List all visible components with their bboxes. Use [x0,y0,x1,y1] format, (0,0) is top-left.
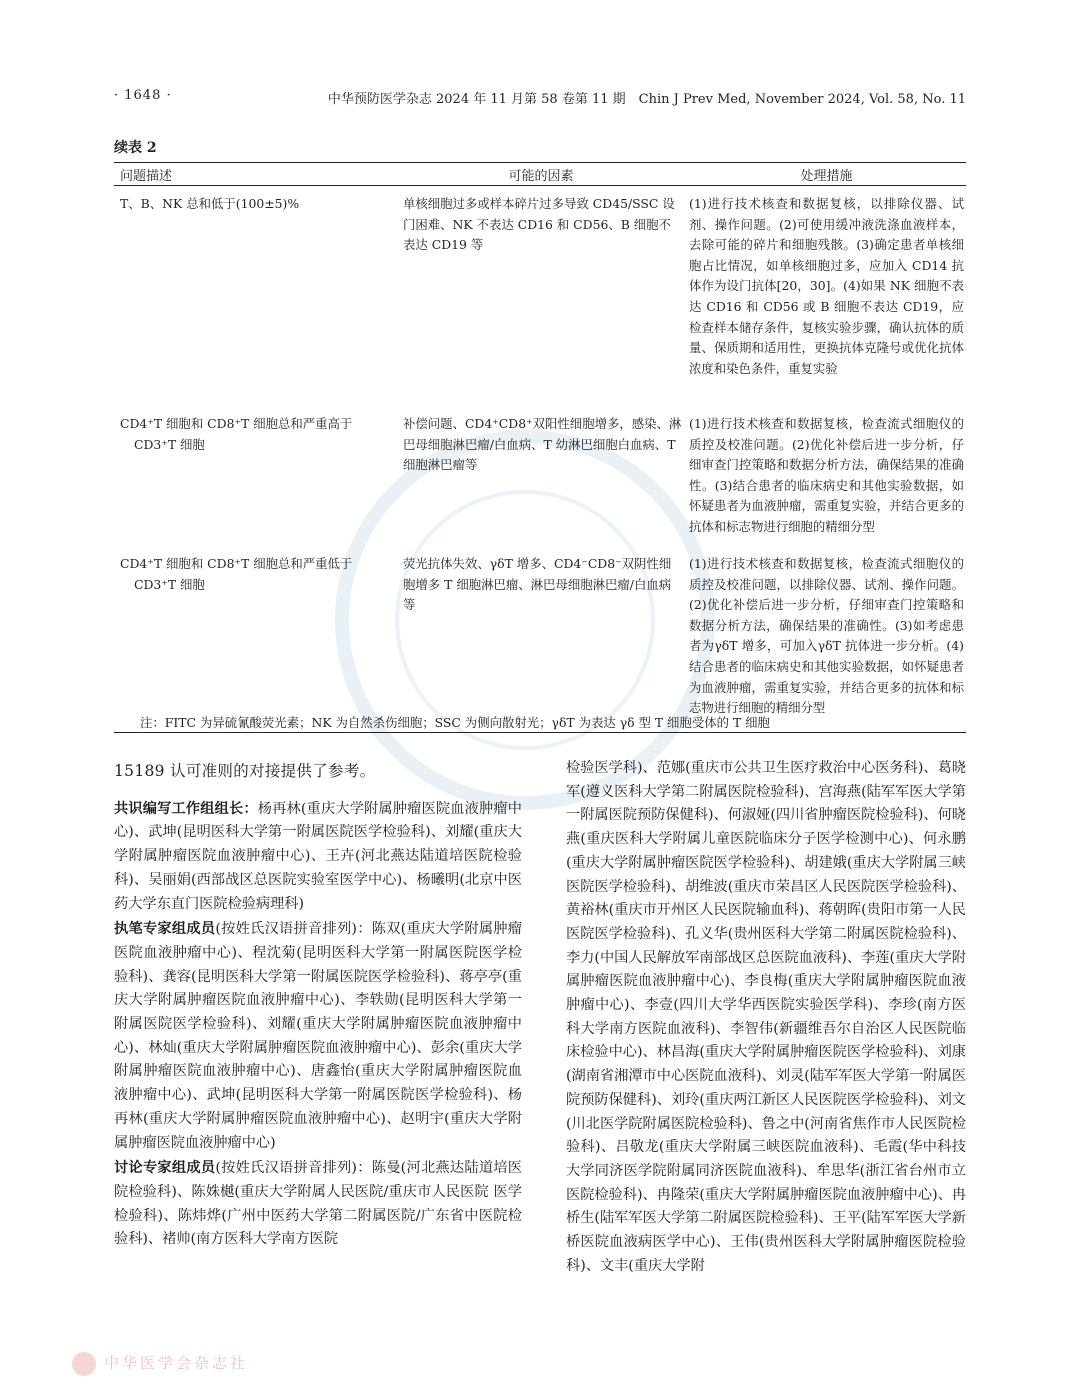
author-group [114,918,522,1155]
table-bottom-rule [114,732,966,733]
problem-text-cont: CD3⁺T 细胞 [134,576,205,592]
column-header-problem: 问题描述 [120,168,173,184]
table-footnote: 注：FITC 为异硫氰酸荧光素；NK 为自然杀伤细胞；SSC 为侧向散射光；γδT 为表达 γδ 型 T 细胞受体的 T 细胞 [140,715,770,730]
group-label: 共识编写工作组组长： [114,800,258,817]
publisher-watermark: 中华医学会杂志社 [104,1354,249,1372]
author-group [114,798,522,917]
column-header-measures: 处理措施 [800,168,853,184]
group-label: 执笔专家组成员 [114,921,216,938]
group-members: (按姓氏汉语拼音排列)：陈曼(河北燕达陆道培医院检验科)、陈姝樾(重庆大学附属人民医院/重庆市人民医院 医学检验科)、陈炜烨(广州中医药大学第二附属医院/广东省中医院检验科)、褚帅(南方医科大学南方医院 [114,1160,522,1248]
running-header [114,88,966,110]
table-row [114,414,966,554]
page-number: · 1648 · [114,88,172,103]
problem-text: CD4⁺T 细胞和 CD8⁺T 细胞总和严重高于 [120,416,353,431]
cell-problem [114,554,399,732]
table-header-row [114,163,966,185]
group-label: 讨论专家组成员 [114,1160,216,1177]
left-text-column [114,760,522,1254]
problem-text: CD4⁺T 细胞和 CD8⁺T 细胞总和严重低于 [120,556,353,571]
cell-factors: 补偿问题、CD4⁺CD8⁺双阳性细胞增多，感染、淋巴母细胞淋巴瘤/白血病、T 幼淋巴细胞白血病、T 细胞淋巴瘤等 [403,416,682,473]
table-row [114,554,966,732]
cell-factors: 荧光抗体失效、γδT 增多、CD4⁻CD8⁻双阴性细胞增多 T 细胞淋巴瘤、淋巴母细胞淋巴瘤/白血病等 [403,556,672,613]
cell-measures: (1)进行技术核查和数据复核，以排除仪器、试剂、操作问题。(2)可使用缓冲液洗涤血液样本，去除可能的碎片和细胞残骸。(3)确定患者单核细胞占比情况，如单核细胞过多，应加入 CD14 抗体作为设门抗体[20，30]。(4)如果 NK 细胞不表达 CD16 和 CD56 或 B 细胞不表达 CD19，应检查样本储存条件，复核实验步骤，确认抗体的质量、保质期和适用性，更换抗体克隆号或优化抗体浓度和染色条件，重复实验 [689,196,964,376]
group-members: 杨再林(重庆大学附属肿瘤医院血液肿瘤中心)、武坤(昆明医科大学第一附属医院医学检验科)、刘耀(重庆大学附属肿瘤医院血液肿瘤中心)、王卉(河北燕达陆道培医院检验科)、吴丽娟(西部战区总医院实验室医学中心)、杨曦明(北京中医药大学东直门医院检验病理科) [114,800,522,912]
cell-measures: (1)进行技术核查和数据复核，检查流式细胞仪的质控及校准问题，以排除仪器、试剂、操作问题。(2)优化补偿后进一步分析，仔细审查门控策略和数据分析方法，确保结果的准确性。(3)如考虑患者为γδT 增多，可加入γδT 抗体进一步分析。(4)结合患者的临床病史和其他实验数据，如怀疑患者为血液肿瘤，需重复实验，并结合更多的抗体和标志物进行细胞的精细分型 [689,556,964,716]
problem-text-cont: CD3⁺T 细胞 [134,436,205,452]
results-table [114,162,966,733]
publisher-logo-icon [72,1352,96,1376]
cell-problem [114,194,399,414]
table-row [114,186,966,414]
journal-citation: 中华预防医学杂志 2024 年 11 月第 58 卷第 11 期 Chin J Prev Med, November 2024, Vol. 58, No. 11 [327,92,966,107]
lead-sentence: 15189 认可准则的对接提供了参考。 [114,762,376,780]
right-text-column: 检验医学科)、范娜(重庆市公共卫生医疗救治中心医务科)、葛晓军(遵义医科大学第二附属医院检验科)、宫海燕(陆军军医大学第一附属医院预防保健科)、何淑娅(四川省肿瘤医院检验科)、何晓燕(重庆医科大学附属儿童医院临床分子医学检测中心)、何永鹏(重庆大学附属肿瘤医院医学检验科)、胡建娥(重庆大学附属三峡医院医学检验科)、胡维波(重庆市荣昌区人民医院医学检验科)、黄裕林(重庆市开州区人民医院输血科)、蒋朝晖(贵阳市第一人民医院医学检验科)、孔义华(贵州医科大学第二附属医院检验科)、李力(中国人民解放军南部战区总医院血液科)、李莲(重庆大学附属肿瘤医院血液肿瘤中心)、李良梅(重庆大学附属肿瘤医院血液肿瘤中心)、李壹(四川大学华西医院实验医学科)、李珍(南方医科大学南方医院血液科)、李智伟(新疆维吾尔自治区人民医院临床检验中心)、林昌海(重庆大学附属肿瘤医院医学检验科)、刘康(湖南省湘潭市中心医院血液科)、刘灵(陆军军医大学第一附属医院预防保健科)、刘玲(重庆两江新区人民医院医学检验科)、刘文(川北医学院附属医院检验科)、鲁之中(河南省焦作市人民医院检验科)、吕敬龙(重庆大学附属三峡医院血液科)、毛霞(华中科技大学同济医学院附属同济医院血液科)、牟思华(浙江省台州市立医院检验科)、冉隆荣(重庆大学附属肿瘤医院血液肿瘤中心)、冉桥生(陆军军医大学第二附属医院检验科)、王平(陆军军医大学新桥医院血液病医学中心)、王伟(贵州医科大学附属肿瘤医院检验科)、文丰(重庆大学附 [566,760,966,1274]
table-caption: 续表 2 [114,140,157,156]
cell-factors: 单核细胞过多或样本碎片过多导致 CD45/SSC 设门困难、NK 不表达 CD16 和 CD56、B 细胞不表达 CD19 等 [403,196,675,253]
group-members: (按姓氏汉语拼音排列)：陈双(重庆大学附属肿瘤医院血液肿瘤中心)、程沈菊(昆明医科大学第一附属医院医学检验科)、龚容(昆明医科大学第一附属医院医学检验科)、蒋亭亭(重庆大学附属肿瘤医院血液肿瘤中心)、李轶勋(昆明医科大学第一附属医院医学检验科)、刘耀(重庆大学附属肿瘤医院血液肿瘤中心)、林灿(重庆大学附属肿瘤医院血液肿瘤中心)、彭余(重庆大学附属肿瘤医院血液肿瘤中心)、唐鑫怡(重庆大学附属肿瘤医院血液肿瘤中心)、武坤(昆明医科大学第一附属医院医学检验科)、杨再林(重庆大学附属肿瘤医院血液肿瘤中心)、赵明宇(重庆大学附属肿瘤医院血液肿瘤中心) [114,921,522,1151]
author-group [114,1157,522,1252]
cell-measures: (1)进行技术核查和数据复核，检查流式细胞仪的质控及校准问题。(2)优化补偿后进一步分析，仔细审查门控策略和数据分析方法，确保结果的准确性。(3)结合患者的临床病史和其他实验数据，如怀疑患者为血液肿瘤，需重复实验，并结合更多的抗体和标志物进行细胞的精细分型 [689,416,964,534]
problem-text: T、B、NK 总和低于(100±5)% [120,196,300,211]
cell-problem [114,414,399,554]
column-header-factors: 可能的因素 [508,168,574,184]
